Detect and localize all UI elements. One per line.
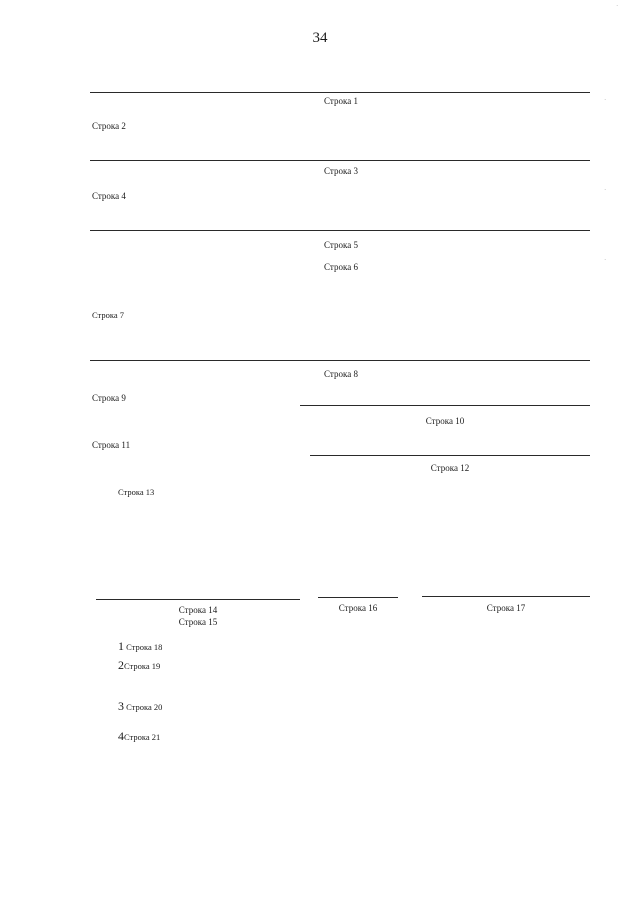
field-caption: Строка 8 [324,369,358,379]
footnote-text: Строка 18 [126,642,163,652]
decoding-caption: Строка 17 [486,603,526,613]
footnote-number: 1 [118,639,124,653]
footnote-text: Строка 20 [126,702,163,712]
form-item: Строка 4 [92,191,126,201]
field-line [90,360,590,361]
page-number: 34 [312,30,328,46]
footnote [92,641,590,653]
field-caption: Строка 6 [324,262,358,272]
footnote-number: 4 [118,729,124,743]
form-item: Строка 7 [92,310,125,320]
field-caption: Строка 12 [430,463,470,473]
form-item: Строка 2 [92,121,126,131]
scan-mark: · [604,186,607,194]
field-line [90,160,590,161]
field-line [96,599,300,600]
field-caption: Строка 5 [324,240,358,250]
representative-caption: Строка 15 [178,617,218,627]
signature-caption: Строка 16 [338,603,378,613]
footnote [92,701,590,713]
start-date-label: Строка 9 [92,393,126,403]
field-caption: Строка 10 [425,416,465,426]
field-line [90,92,590,93]
statement-paragraph: Строка 13 [118,487,155,497]
end-date-label: Строка 11 [92,440,131,450]
scan-mark: · [604,256,607,264]
representative-caption: Строка 14 [178,605,218,615]
field-caption: Строка 3 [324,166,358,176]
field-line [422,596,590,597]
footnote-number: 3 [118,699,124,713]
field-line [90,230,590,231]
scan-mark: · [616,2,619,10]
field-line [318,597,398,598]
footnote [92,731,590,743]
footnote [92,660,590,672]
field-line [310,455,590,456]
field-caption: Строка 1 [324,96,358,106]
scan-mark: · [604,96,607,104]
footnote-number: 2 [118,658,124,672]
footnote-text: Строка 19 [124,661,161,671]
field-line [300,405,590,406]
footnote-text: Строка 21 [124,732,161,742]
